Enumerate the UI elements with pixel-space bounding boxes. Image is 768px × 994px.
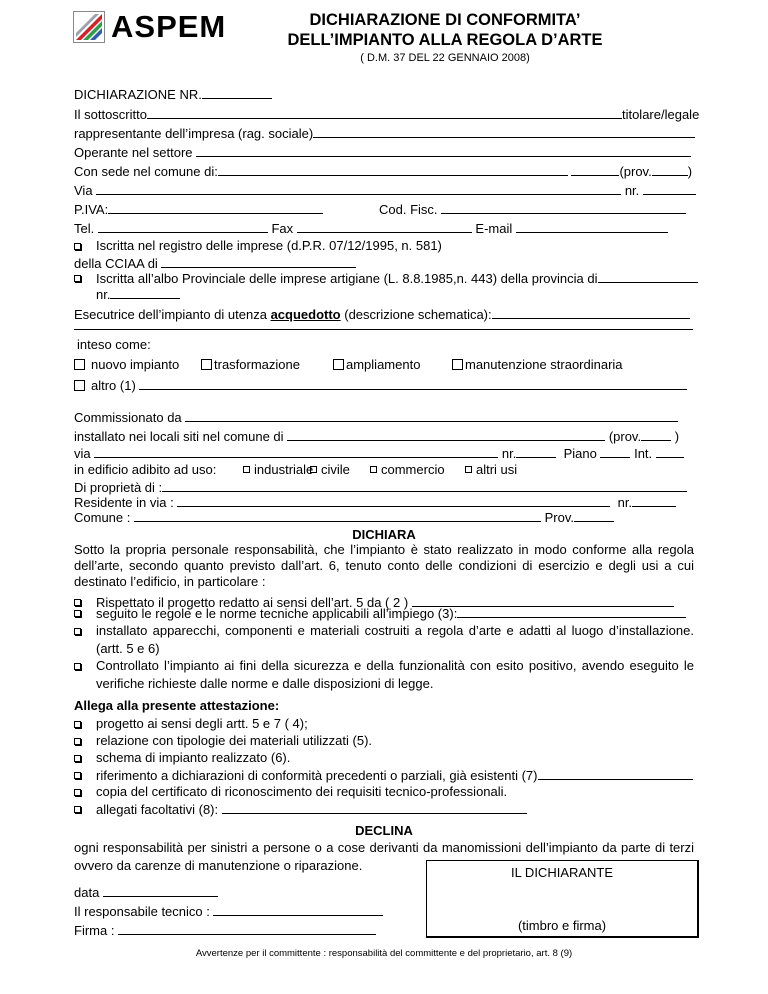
checkbox-icon[interactable] <box>310 466 317 473</box>
bullet-square-icon <box>74 628 81 635</box>
via-label: via <box>74 446 91 461</box>
uso-commercio[interactable] <box>370 462 445 478</box>
via-label: Via <box>74 183 93 198</box>
operante-row <box>74 144 691 161</box>
dichiara-item1: Rispettato il progetto redatto ai sensi dell’art. 5 da ( 2 ) <box>96 595 409 610</box>
commissionato-label: Commissionato da <box>74 410 182 425</box>
option-label: nuovo impianto <box>91 357 180 372</box>
prov-close: ) <box>687 164 693 179</box>
option-label: manutenzione straordinaria <box>465 357 623 372</box>
checkbox-icon[interactable] <box>370 466 377 473</box>
allega-item: riferimento a dichiarazioni di conformità precedenti o parziali, già esistenti (7) <box>96 768 538 783</box>
sottoscritto-label: Il sottoscritto <box>74 107 147 122</box>
checkbox-icon[interactable] <box>74 380 85 391</box>
sede-row <box>74 163 692 180</box>
logo-text: ASPEM <box>111 9 227 44</box>
commissionato-field[interactable] <box>185 409 678 422</box>
firma-row <box>74 922 376 939</box>
comune-row <box>74 509 614 526</box>
ragione-sociale-field[interactable] <box>313 125 695 138</box>
altro-field[interactable] <box>139 377 687 390</box>
provincia-field[interactable] <box>598 270 698 283</box>
residente-label: Residente in via : <box>74 495 174 510</box>
option-manutenzione[interactable] <box>452 357 623 373</box>
uso-label: industriale <box>254 462 314 477</box>
checkbox-icon[interactable] <box>201 359 212 370</box>
rappresentante-label: rappresentante dell’impresa (rag. sociale) <box>74 126 314 141</box>
firma-label: Firma : <box>74 923 115 938</box>
tel-label: Tel. <box>74 221 95 236</box>
allega-item: allegati facoltativi (8): <box>96 802 219 817</box>
dichiara-text: Sotto la propria personale responsabilità, che l’impianto è stato realizzato in modo conforme alla regola dell’arte, secondo quanto previsto dall’art. 6, tenuto conto delle condizioni di esercizio e degli usi a cui destinato l’edificio, in particolare : <box>74 542 694 589</box>
esecutrice-post: (descrizione schematica): <box>340 307 492 322</box>
dichiara-item2: seguito le regole e le norme tecniche applicabili all’impiego (3): <box>96 606 458 621</box>
firma-field[interactable] <box>118 922 376 935</box>
sottoscritto-field[interactable] <box>147 106 622 119</box>
codfisc-field[interactable] <box>441 201 686 214</box>
esecutrice-type: acquedotto <box>270 307 341 322</box>
title-line2: DELL’IMPIANTO ALLA REGOLA D’ARTE <box>287 31 603 49</box>
checkbox-icon[interactable] <box>333 359 344 370</box>
registry-item1: Iscritta nel registro delle imprese (d.P.R. 07/12/1995, n. 581) <box>96 238 442 253</box>
allega-item-row <box>96 767 693 784</box>
data-label: data <box>74 885 100 900</box>
codfisc-row <box>379 201 686 218</box>
titolare-label: titolare/legale <box>621 107 700 122</box>
installato-comune-field[interactable] <box>287 428 605 441</box>
uso-industriale[interactable] <box>243 462 313 478</box>
option-trasformazione[interactable] <box>201 357 300 373</box>
registry-nr-label: nr. <box>96 287 111 302</box>
allega-item-row <box>96 801 527 818</box>
footer-note: Avvertenze per il committente : responsabilità del committente e del proprietario, art. 8 (9) <box>195 948 573 959</box>
bullet-square-icon <box>74 599 81 606</box>
descrizione-line2[interactable] <box>74 329 693 330</box>
nr-label: nr. <box>617 495 633 510</box>
norme-field[interactable] <box>457 605 686 618</box>
registry-item2-row <box>96 270 698 287</box>
commissione-nr-field[interactable] <box>516 445 556 458</box>
facoltativi-field[interactable] <box>222 801 527 814</box>
bullet-square-icon <box>74 806 81 813</box>
option-altro <box>74 377 687 394</box>
installato-row <box>74 428 679 445</box>
commissione-via-row <box>74 445 684 462</box>
cciaa-label: della CCIAA di <box>74 256 158 271</box>
bullet-square-icon <box>74 243 81 250</box>
registry-nr-row <box>96 286 180 303</box>
dichiara-item3: installato apparecchi, componenti e materiali costruiti a regola d’arte e adatti al luogo d’installazione. (artt. 5 e 6) <box>96 623 694 656</box>
title-line1: DICHIARAZIONE DI CONFORMITA’ <box>309 11 581 29</box>
via-field[interactable] <box>96 182 621 195</box>
comune-field[interactable] <box>134 509 541 522</box>
aspem-logo-icon <box>73 11 105 43</box>
dichiarante-box[interactable] <box>426 860 699 938</box>
sottoscritto-row <box>74 106 699 123</box>
allega-item: copia del certificato di riconoscimento dei requisiti tecnico-professionali. <box>96 784 508 799</box>
int-label: Int. <box>634 446 653 461</box>
inteso-label: inteso come: <box>77 337 151 352</box>
rappresentante-row <box>74 125 695 142</box>
checkbox-icon[interactable] <box>465 466 472 473</box>
piano-label: Piano <box>563 446 597 461</box>
registry-nr-field[interactable] <box>110 286 180 299</box>
via-nr-field[interactable] <box>643 182 696 195</box>
precedenti-field[interactable] <box>538 767 693 780</box>
data-row <box>74 884 218 901</box>
prov-label: Prov. <box>544 510 575 525</box>
registry-item2: Iscritta all’albo Provinciale delle imprese artigiane (L. 8.8.1985,n. 443) della provincia di <box>96 271 598 286</box>
piano-field[interactable] <box>600 445 630 458</box>
checkbox-icon[interactable] <box>452 359 463 370</box>
commissione-via-field[interactable] <box>94 445 498 458</box>
installato-prov-field[interactable] <box>641 428 671 441</box>
allega-item: schema di impianto realizzato (6). <box>96 750 291 765</box>
descrizione-field[interactable] <box>492 306 690 319</box>
responsabile-row <box>74 903 383 920</box>
dichiara-heading: DICHIARA <box>352 527 416 542</box>
prov-open: (prov. <box>619 164 652 179</box>
installato-label: installato nei locali siti nel comune di <box>74 429 284 444</box>
sede-prov-field[interactable] <box>652 163 688 176</box>
decl-nr-row <box>74 86 272 103</box>
contacts-row <box>74 220 668 237</box>
decl-nr-field[interactable] <box>202 86 272 99</box>
proprieta-label: Di proprietà di : <box>74 480 163 495</box>
uso-label: commercio <box>381 462 445 477</box>
allega-heading: Allega alla presente attestazione: <box>74 698 280 713</box>
fax-field[interactable] <box>297 220 472 233</box>
int-field[interactable] <box>656 445 684 458</box>
option-label: trasformazione <box>214 357 300 372</box>
declina-text: ogni responsabilità per sinistri a persone o a cose derivanti da manomissioni dell’impianto da parte di terzi ovvero da carenze di manutenzione o riparazione. <box>74 840 694 873</box>
data-field[interactable] <box>103 884 218 897</box>
uso-label: altri usi <box>476 462 518 477</box>
timbro-note: (timbro e firma) <box>517 918 607 933</box>
settore-field[interactable] <box>196 144 691 157</box>
prov-close: ) <box>674 429 680 444</box>
nr-label: nr. <box>624 183 640 198</box>
bullet-square-icon <box>74 755 81 762</box>
bullet-square-icon <box>74 610 81 617</box>
nr-label: nr. <box>501 446 517 461</box>
tel-field[interactable] <box>98 220 268 233</box>
esecutrice-row <box>74 306 690 323</box>
checkbox-icon[interactable] <box>243 466 250 473</box>
sede-extra-field[interactable] <box>571 163 619 176</box>
dichiara-item2-row <box>96 605 686 622</box>
edificio-label: in edificio adibito ad uso: <box>74 462 217 477</box>
operante-label: Operante nel settore <box>74 145 193 160</box>
bullet-square-icon <box>74 738 81 745</box>
email-label: E-mail <box>475 221 513 236</box>
checkbox-icon[interactable] <box>74 359 85 370</box>
option-nuovo[interactable] <box>74 357 179 373</box>
residente-field[interactable] <box>177 494 610 507</box>
allega-item: progetto ai sensi degli artt. 5 e 7 ( 4); <box>96 716 308 731</box>
decl-nr-label: DICHIARAZIONE NR. <box>74 87 202 102</box>
bullet-square-icon <box>74 721 81 728</box>
piva-row <box>74 201 323 218</box>
proprieta-field[interactable] <box>162 479 687 492</box>
via-row <box>74 182 696 199</box>
sede-label: Con sede nel comune di: <box>74 164 218 179</box>
responsabile-label: Il responsabile tecnico : <box>74 904 210 919</box>
piva-field[interactable] <box>108 201 323 214</box>
piva-label: P.IVA: <box>74 202 109 217</box>
uso-altri[interactable] <box>465 462 517 478</box>
company-logo <box>73 11 243 45</box>
uso-civile[interactable] <box>310 462 350 478</box>
codfisc-label: Cod. Fisc. <box>379 202 438 217</box>
comune-label: Comune : <box>74 510 131 525</box>
option-label: ampliamento <box>346 357 421 372</box>
bullet-square-icon <box>74 789 81 796</box>
dichiarante-title: IL DICHIARANTE <box>510 865 614 880</box>
commissionato-row <box>74 409 678 426</box>
bullet-square-icon <box>74 772 81 779</box>
dichiara-item4: Controllato l’impianto ai fini della sicurezza e della funzionalità con esito positivo, avendo eseguito le verifiche richieste dalle norme e dalle disposizioni di legge. <box>96 658 694 691</box>
subtitle: ( D.M. 37 DEL 22 GENNAIO 2008) <box>360 52 530 64</box>
prov-open: (prov. <box>608 429 642 444</box>
email-field[interactable] <box>516 220 668 233</box>
fax-label: Fax <box>271 221 294 236</box>
declina-heading: DECLINA <box>355 823 413 838</box>
uso-label: civile <box>321 462 350 477</box>
cciaa-field[interactable] <box>161 255 356 268</box>
option-ampliamento[interactable] <box>333 357 420 373</box>
bullet-square-icon <box>74 275 81 282</box>
esecutrice-label: Esecutrice dell’impianto di utenza <box>74 307 271 322</box>
altro-label: altro (1) <box>91 378 136 393</box>
responsabile-field[interactable] <box>213 903 383 916</box>
allega-item: relazione con tipologie dei materiali utilizzati (5). <box>96 733 373 748</box>
comune-prov-field[interactable] <box>574 509 614 522</box>
sede-comune-field[interactable] <box>218 163 568 176</box>
residente-nr-field[interactable] <box>632 494 676 507</box>
bullet-square-icon <box>74 663 81 670</box>
